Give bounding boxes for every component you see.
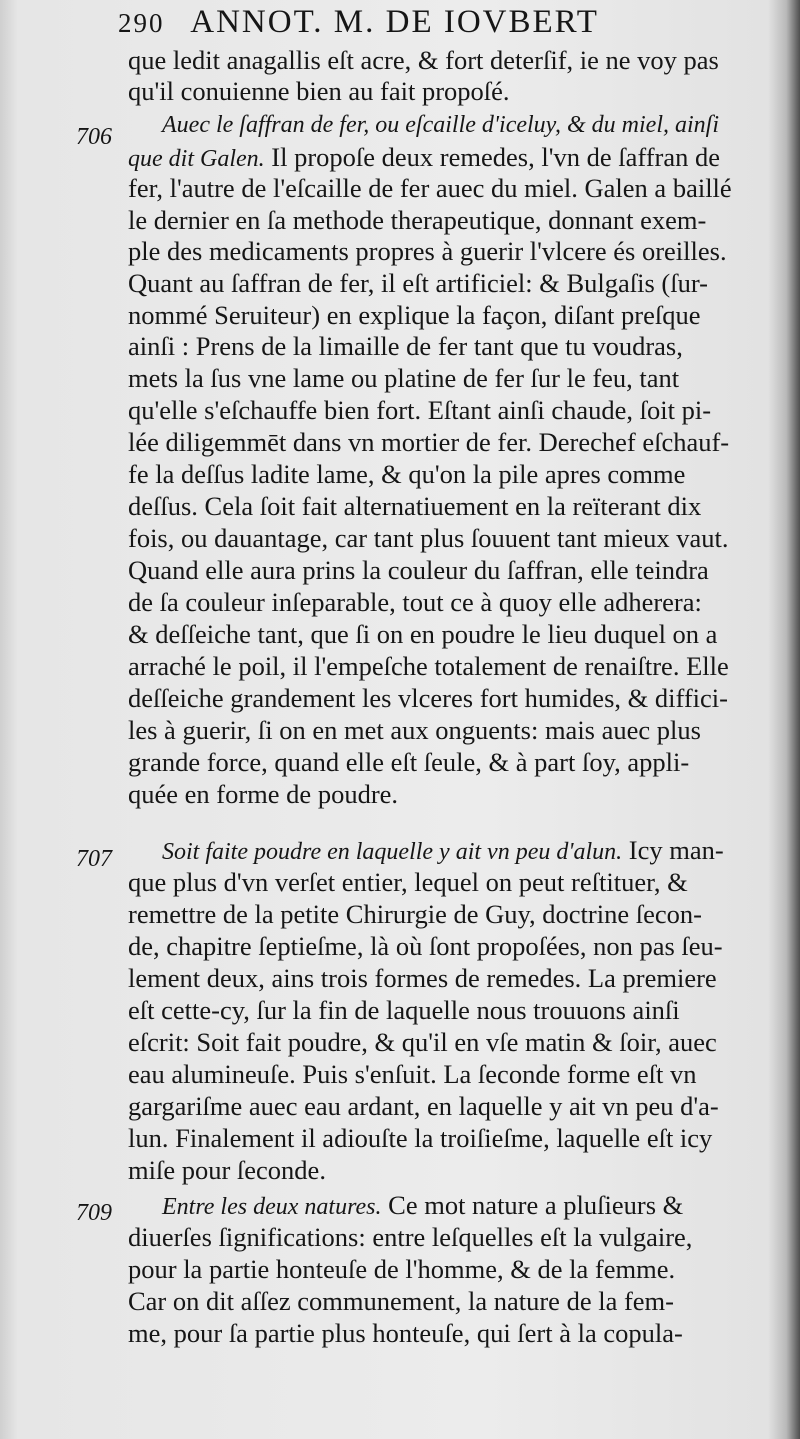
commentary-text: Ce mot nature a pluſieurs & bbox=[381, 1190, 684, 1220]
text-line: fe la deſſus ladite lame, & qu'on la pile apres comme bbox=[128, 459, 686, 489]
text-line: arraché le poil, il l'empeſche totalement de renaiſtre. Elle bbox=[128, 651, 729, 681]
lemma-709: Entre les deux natures. bbox=[162, 1194, 382, 1220]
text-line: mets la ſus vne lame ou platine de fer ſur le feu, tant bbox=[128, 363, 680, 393]
text-line: que plus d'vn verſet entier, lequel on peut reſtituer, & bbox=[128, 867, 688, 897]
text-line: Quand elle aura prins la couleur du ſaffran, elle teindra bbox=[128, 555, 709, 585]
text-line: & deſſeiche tant, que ſi on en poudre le lieu duquel on a bbox=[128, 619, 718, 649]
text-line: remettre de la petite Chirurgie de Guy, doctrine ſecon- bbox=[128, 899, 702, 929]
lemma-706: Auec le ſaffran de fer, ou eſcaille d'iceluy, & du miel, ainſi bbox=[162, 112, 720, 138]
text-line: fer, l'autre de l'eſcaille de fer auec du miel. Galen a baillé bbox=[128, 173, 732, 203]
lemma-707: Soit faite poudre en laquelle y ait vn peu d'alun. bbox=[162, 839, 623, 865]
text-line: miſe pour ſeconde. bbox=[128, 1155, 326, 1185]
text-line: eau alumineuſe. Puis s'enſuit. La ſeconde forme eſt vn bbox=[128, 1059, 697, 1089]
text-line: grande force, quand elle eſt ſeule, & à part ſoy, appli- bbox=[128, 747, 690, 777]
text-line: eſcrit: Soit fait poudre, & qu'il en vſe matin & ſoir, auec bbox=[128, 1027, 717, 1057]
text-line: que ledit anagallis eſt acre, & fort deterſif, ie ne voy pas bbox=[128, 45, 719, 75]
text-line: qu'il conuienne bien au fait propoſé. bbox=[128, 76, 510, 106]
text-line: les à guerir, ſi on en met aux onguents: mais auec plus bbox=[128, 715, 701, 745]
text-line: Quant au ſaffran de fer, il eſt artificiel: & Bulgaſis (ſur- bbox=[128, 268, 708, 298]
text-line: de, chapitre ſeptieſme, là où ſont propoſées, non pas ſeu- bbox=[128, 931, 723, 961]
margin-note-706: 706 bbox=[76, 124, 112, 150]
text-line: lée diligemmēt dans vn mortier de fer. Derechef eſchauf- bbox=[128, 427, 730, 457]
text-line: me, pour ſa partie plus honteuſe, qui ſert à la copula- bbox=[128, 1318, 683, 1348]
text-line: lun. Finalement il adiouſte la troiſieſme, laquelle eſt icy bbox=[128, 1123, 713, 1153]
lemma-709-line bbox=[162, 1190, 683, 1223]
commentary-text: Icy man- bbox=[622, 835, 724, 865]
running-title: ANNOT. M. DE IOVBERT bbox=[190, 4, 599, 40]
text-line: quée en forme de poudre. bbox=[128, 779, 399, 809]
lemma-707-line bbox=[162, 835, 724, 868]
margin-note-709: 709 bbox=[76, 1200, 112, 1226]
text-line: diuerſes ſignifications: entre leſquelles eſt la vulgaire, bbox=[128, 1222, 693, 1252]
running-header bbox=[118, 2, 778, 42]
text-line: deſſus. Cela ſoit fait alternatiuement en la reïterant dix bbox=[128, 491, 702, 521]
lemma-706-line bbox=[128, 142, 720, 175]
text-line: ainſi : Prens de la limaille de fer tant que tu voudras, bbox=[128, 331, 683, 361]
commentary-text: Il propoſe deux remedes, l'vn de ſaffran de bbox=[264, 142, 720, 172]
text-line: fois, ou dauantage, car tant plus ſouuent tant mieux vaut. bbox=[128, 523, 729, 553]
text-line: pour la partie honteuſe de l'homme, & de la femme. bbox=[128, 1254, 676, 1284]
text-line: de ſa couleur inſeparable, tout ce à quoy elle adherera: bbox=[128, 587, 702, 617]
text-line: nommé Seruiteur) en explique la façon, diſant preſque bbox=[128, 300, 701, 330]
text-line: gargariſme auec eau ardant, en laquelle y ait vn peu d'a- bbox=[128, 1091, 719, 1121]
lemma-706-end: que dit Galen. bbox=[128, 146, 265, 172]
page-number: 290 bbox=[118, 8, 165, 38]
page-edge-shadow bbox=[786, 0, 800, 1439]
margin-note-707: 707 bbox=[76, 846, 112, 872]
text-line: qu'elle s'eſchauffe bien fort. Eſtant ainſi chaude, ſoit pi- bbox=[128, 395, 712, 425]
text-line: le dernier en ſa methode therapeutique, donnant exem- bbox=[128, 205, 707, 235]
text-line: deſſeiche grandement les vlceres fort humides, & diffici- bbox=[128, 683, 728, 713]
text-line: lement deux, ains trois formes de remedes. La premiere bbox=[128, 963, 717, 993]
text-line: ple des medicaments propres à guerir l'vlcere és oreilles. bbox=[128, 236, 727, 266]
text-line: Car on dit aſſez communement, la nature de la fem- bbox=[128, 1286, 674, 1316]
text-line: eſt cette-cy, ſur la fin de laquelle nous trouuons ainſi bbox=[128, 995, 680, 1025]
